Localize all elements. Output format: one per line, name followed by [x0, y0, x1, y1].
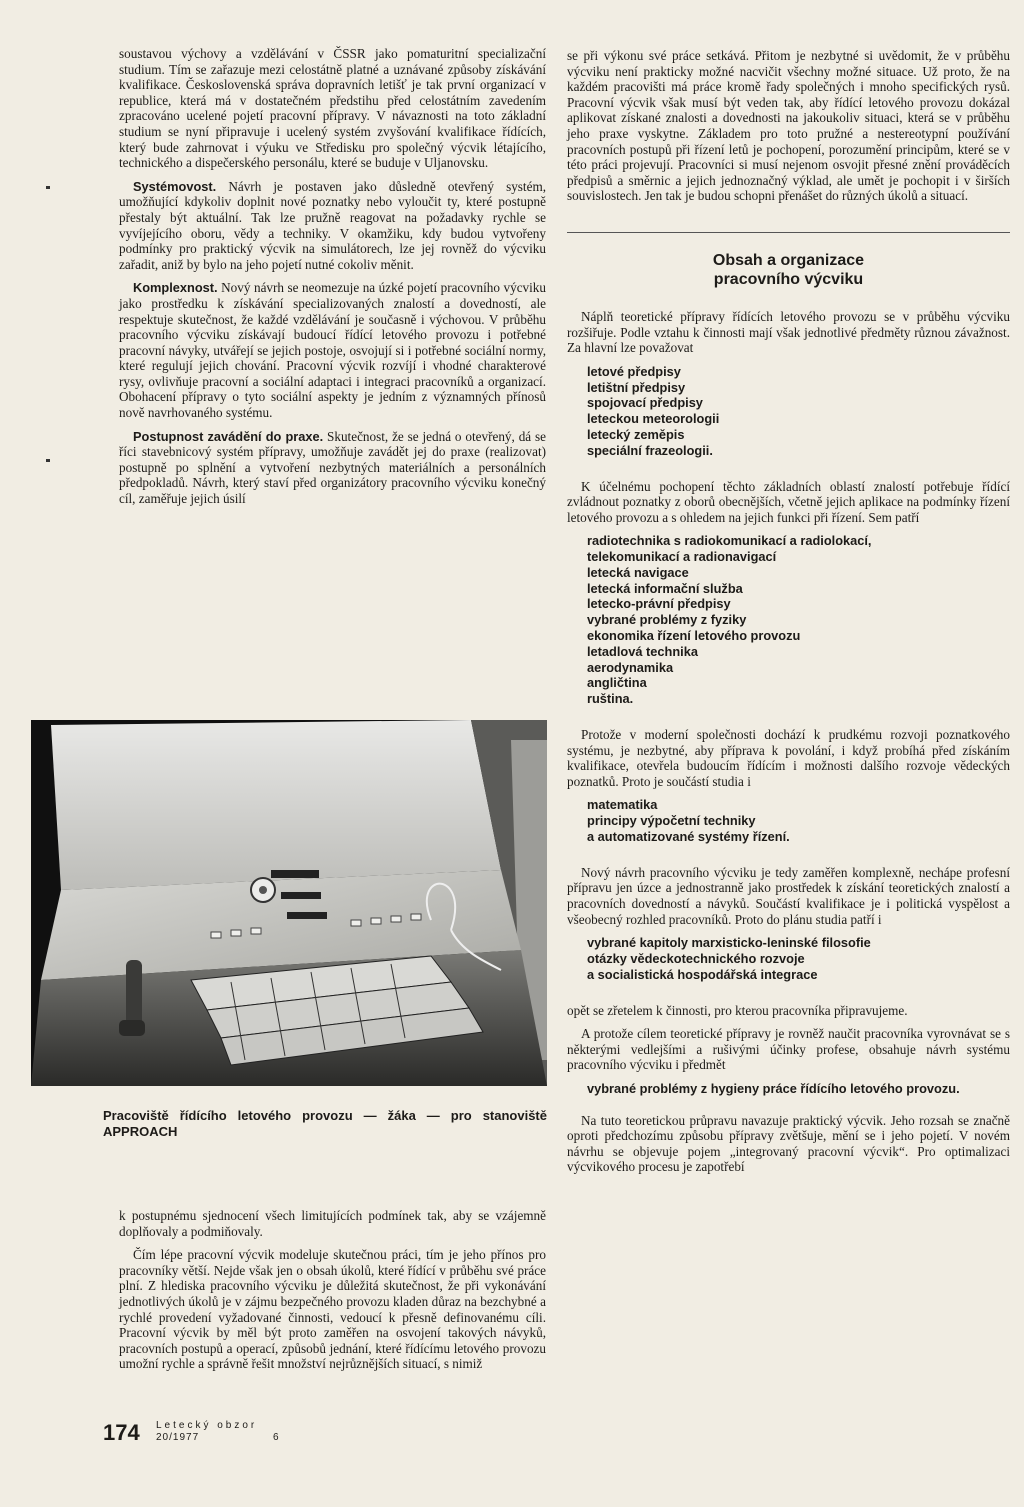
list-item: speciální frazeologii.	[587, 442, 713, 458]
list-item: vybrané kapitoly marxisticko-leninské filosofie	[587, 935, 871, 951]
list-item: aerodynamika	[587, 659, 674, 675]
paragraph: se při výkonu své práce setkává. Přitom je nezbytné si uvědomit, že v průběhu výcviku není prakticky možné nacvičit všechny možné situace. Už proto, že na každém pracovišti má práce kromě řady společných i mnoho specifických rysů. Pracovní výcvik však musí být veden tak, aby řídící letového provozu dokázal aplikovat získané znalosti a dovednosti na jakoukoliv situaci, která se v průběhu jeho praxe vyskytne. Základem pro toto pružné a nestereotypní používání pracovních postupů při řízení letů je pochopení, porozumění principům, které se v této práci projevují. Pracovníci si musí nejenom osvojit přesné znění prováděcích předpisů a směrnic a jejich jednoznačný výklad, ale umět je pochopit i v širších souvislostech. Jen tak je budou schopni přenášet do různých úkolů a situací.	[567, 48, 1010, 204]
paragraph-lead: Postupnost zavádění do praxe.	[133, 428, 324, 444]
section-heading-line: pracovního výcviku	[713, 270, 864, 288]
paragraph: Náplň teoretické přípravy řídících letového provozu se v průběhu výcviku rozšiřuje. Podle vztahu k činnosti mají však jednotlivé předměty různou závažnost. Za hlavní lze považovat	[567, 308, 1010, 356]
paragraph: Na tuto teoretickou průpravu navazuje praktický výcvik. Jeho rozsah se značně oproti předchozímu způsobu přípravy zvětšuje, mění se i jeho pojetí. V novém návrhu se objevuje pojem „integrovaný pracovní výcvik“. Pro optimalizaci výcvikového procesu je zapotřebí	[567, 1112, 1010, 1175]
list-item: ekonomika řízení letového provozu	[587, 628, 801, 644]
list-item: principy výpočetní techniky	[587, 813, 756, 829]
list-item: angličtina	[587, 675, 647, 691]
list-item: a socialistická hospodářská integrace	[587, 966, 818, 982]
list-item: radiotechnika s radiokomunikací a radiolokací,	[587, 533, 872, 549]
list-item: ruština.	[587, 691, 634, 707]
paragraph	[119, 179, 546, 273]
list-item: vybrané problémy z fyziky	[587, 612, 747, 628]
right-column	[567, 48, 1010, 1183]
list-item: spojovací předpisy	[587, 395, 703, 411]
list-item: letištní předpisy	[587, 379, 686, 395]
list-item: letecká informační služba	[587, 580, 743, 596]
photo-caption: Pracoviště řídícího letového provozu — žáka — pro stanoviště APPROACH	[103, 1108, 547, 1139]
section-heading	[567, 251, 1010, 289]
subject-list-main	[587, 364, 1010, 459]
paragraph: Čím lépe pracovní výcvik modeluje skutečnou práci, tím je jeho přínos pro pracovníky větší. Nejde však jen o obsah úkolů, které řídící v průběhu své práce plní. Z hlediska pracovního výcviku je důležitá skutečnost, že při vykonávání jednotlivých úkolů je v zájmu bezpečného provozu kladen důraz na bezchybné a rychlé provedení vyžadované činnosti, vedoucí k přesně definovanému cíli. Pracovní výcvik by měl být proto zaměřen na osvojení takových návyků, pracovních postupů a operací, způsobů jednání, které řídícímu letového provozu umožní rychle a správně řešit množství nejrůznějších situací, s nimiž	[119, 1247, 546, 1372]
subject-list-math	[587, 797, 1010, 844]
issue-number: 6	[273, 1432, 279, 1443]
list-item: letecko-právní předpisy	[587, 596, 731, 612]
left-column-top	[119, 46, 546, 515]
paragraph-body: Nový návrh se neomezuje na úzké pojetí pracovního výcviku jako prostředku k získávání specializovaných znalostí a dovedností, ale respektuje skutečnost, že každé vzdělávání je současně i výchovou. V průběhu pracovního výcviku získávají budoucí řídící letového provozu i potřebné pracovní návyky, utvářejí se jejich postoje, osvojují si i potřebné sociální normy, které regulují jejich chování. Pracovní výcvik rozvíjí i vhodné charakterové rysy, ovlivňuje pracovní a sociální adaptaci i integraci pracovníků a organizací. Obohacení přípravy o tyto sociální aspekty je jedním z významných přínosů nově navrhovaného systému.	[119, 280, 546, 421]
list-item: letecká navigace	[587, 564, 689, 580]
paragraph: soustavou výchovy a vzdělávání v ČSSR jako pomaturitní specializační studium. Tím se zařazuje mezi celostátně platné a uznávané způsoby získávání kvalifikace. Československá správa dopravních letišť je tak první organizací v republice, která má v dostatečném předstihu před celostátním zavedením zpracováno ucelené pojetí pracovní přípravy. V návaznosti na toto základní studium se nyní připravuje i ucelený systém zvyšování kvalifikace řídících, který bude zahrnovat i výuku ve Středisku pro společný výcvik létajícího, technického a dispečerského personálu, které se buduje v Uljanovsku.	[119, 46, 546, 171]
paragraph: opět se zřetelem k činnosti, pro kterou pracovníka připravujeme.	[567, 1002, 908, 1018]
paragraph: Nový návrh pracovního výcviku je tedy zaměřen komplexně, nechápe profesní přípravu jen úzce a jednostranně jako prostředek k získání teoretických znalostí a pracovních dovedností a návyků. Součástí kvalifikace je i politická vyspělost a všeobecný rozhled pracovníků. Proto do plánu studia patří i	[567, 864, 1010, 927]
paragraph: k postupnému sjednocení všech limitujících podmínek tak, aby se vzájemně doplňovaly a podmiňovaly.	[119, 1208, 546, 1239]
list-item: otázky vědeckotechnického rozvoje	[587, 950, 805, 966]
section-divider	[567, 232, 1010, 233]
list-item: letecký zeměpis	[587, 426, 685, 442]
paragraph	[119, 429, 546, 507]
margin-mark	[46, 459, 50, 462]
margin-mark	[46, 186, 50, 189]
paragraph	[119, 280, 546, 420]
paragraph: Protože v moderní společnosti dochází k prudkému rozvoji poznatkového systému, je nezbytné, aby příprava k povolání, i když probíhá před získáním kvalifikace, otevřela budoucím řídícím i možnosti dalšího rozvoje vědeckých poznatků. Proto je součástí studia i	[567, 727, 1010, 789]
subject-list-general	[587, 533, 1010, 707]
paragraph: A protože cílem teoretické přípravy je rovněž naučit pracovníka vyrovnávat se s některými vedlejšími a rušivými účinky profese, obsahuje návrh systému pracovního výcviku i předmět	[567, 1026, 1010, 1073]
list-item: telekomunikací a radionavigací	[587, 549, 777, 565]
paragraph: K účelnému pochopení těchto základních oblastí znalostí potřebuje řídící zvládnout poznatky z oborů obecnějších, včetně jejich aplikace na podmínky řízení letového provozu a s ohledem na jejich funkci při řízení. Sem patří	[567, 478, 1010, 525]
list-item: matematika	[587, 797, 658, 813]
issue-label: 20/1977	[156, 1432, 200, 1443]
list-item: letadlová technika	[587, 643, 698, 659]
section-heading-line: Obsah a organizace	[712, 251, 865, 269]
left-column-bottom	[119, 1208, 546, 1380]
photo-atc-workstation	[31, 720, 547, 1086]
paragraph-lead: Komplexnost.	[133, 280, 218, 296]
subject-list-political	[587, 935, 1010, 982]
paragraph-body: Návrh je postaven jako důsledně otevřený systém, umožňující kdykoliv doplnit nové poznatky nebo vyloučit ty, které postupně přestaly být aktuální. Tak lze pružně reagovat na požadavky rychle se vyvíjejícího oboru, vědy a techniky. V okamžiku, kdy budou vytvořeny podmínky pro praktický výcvik na simulátorech, lze jej rovněž do výcviku zařadit, aniž by bylo na jeho pojetí nutné cokoliv měnit.	[119, 178, 546, 272]
list-item: letové předpisy	[587, 363, 681, 379]
page-number: 174	[103, 1420, 140, 1445]
atc-console-illustration	[31, 720, 547, 1086]
list-item: a automatizované systémy řízení.	[587, 829, 790, 845]
bold-subject: vybrané problémy z hygieny práce řídícího letového provozu.	[587, 1080, 960, 1096]
paragraph-body: Skutečnost, že se jedná o otevřený, dá se říci stavebnicový systém přípravy, umožňuje zavádět jej do praxe (realizovat) postupně po splnění a vytvoření nezbytných materiálních a personálních předpokladů. Návrh, který staví před organizátory pracovního výcviku konečný cíl, zaměřuje jejich úsilí	[119, 428, 546, 507]
paragraph-lead: Systémovost.	[133, 178, 217, 194]
magazine-title: Letecký obzor	[156, 1420, 258, 1431]
list-item: leteckou meteorologii	[587, 411, 720, 427]
